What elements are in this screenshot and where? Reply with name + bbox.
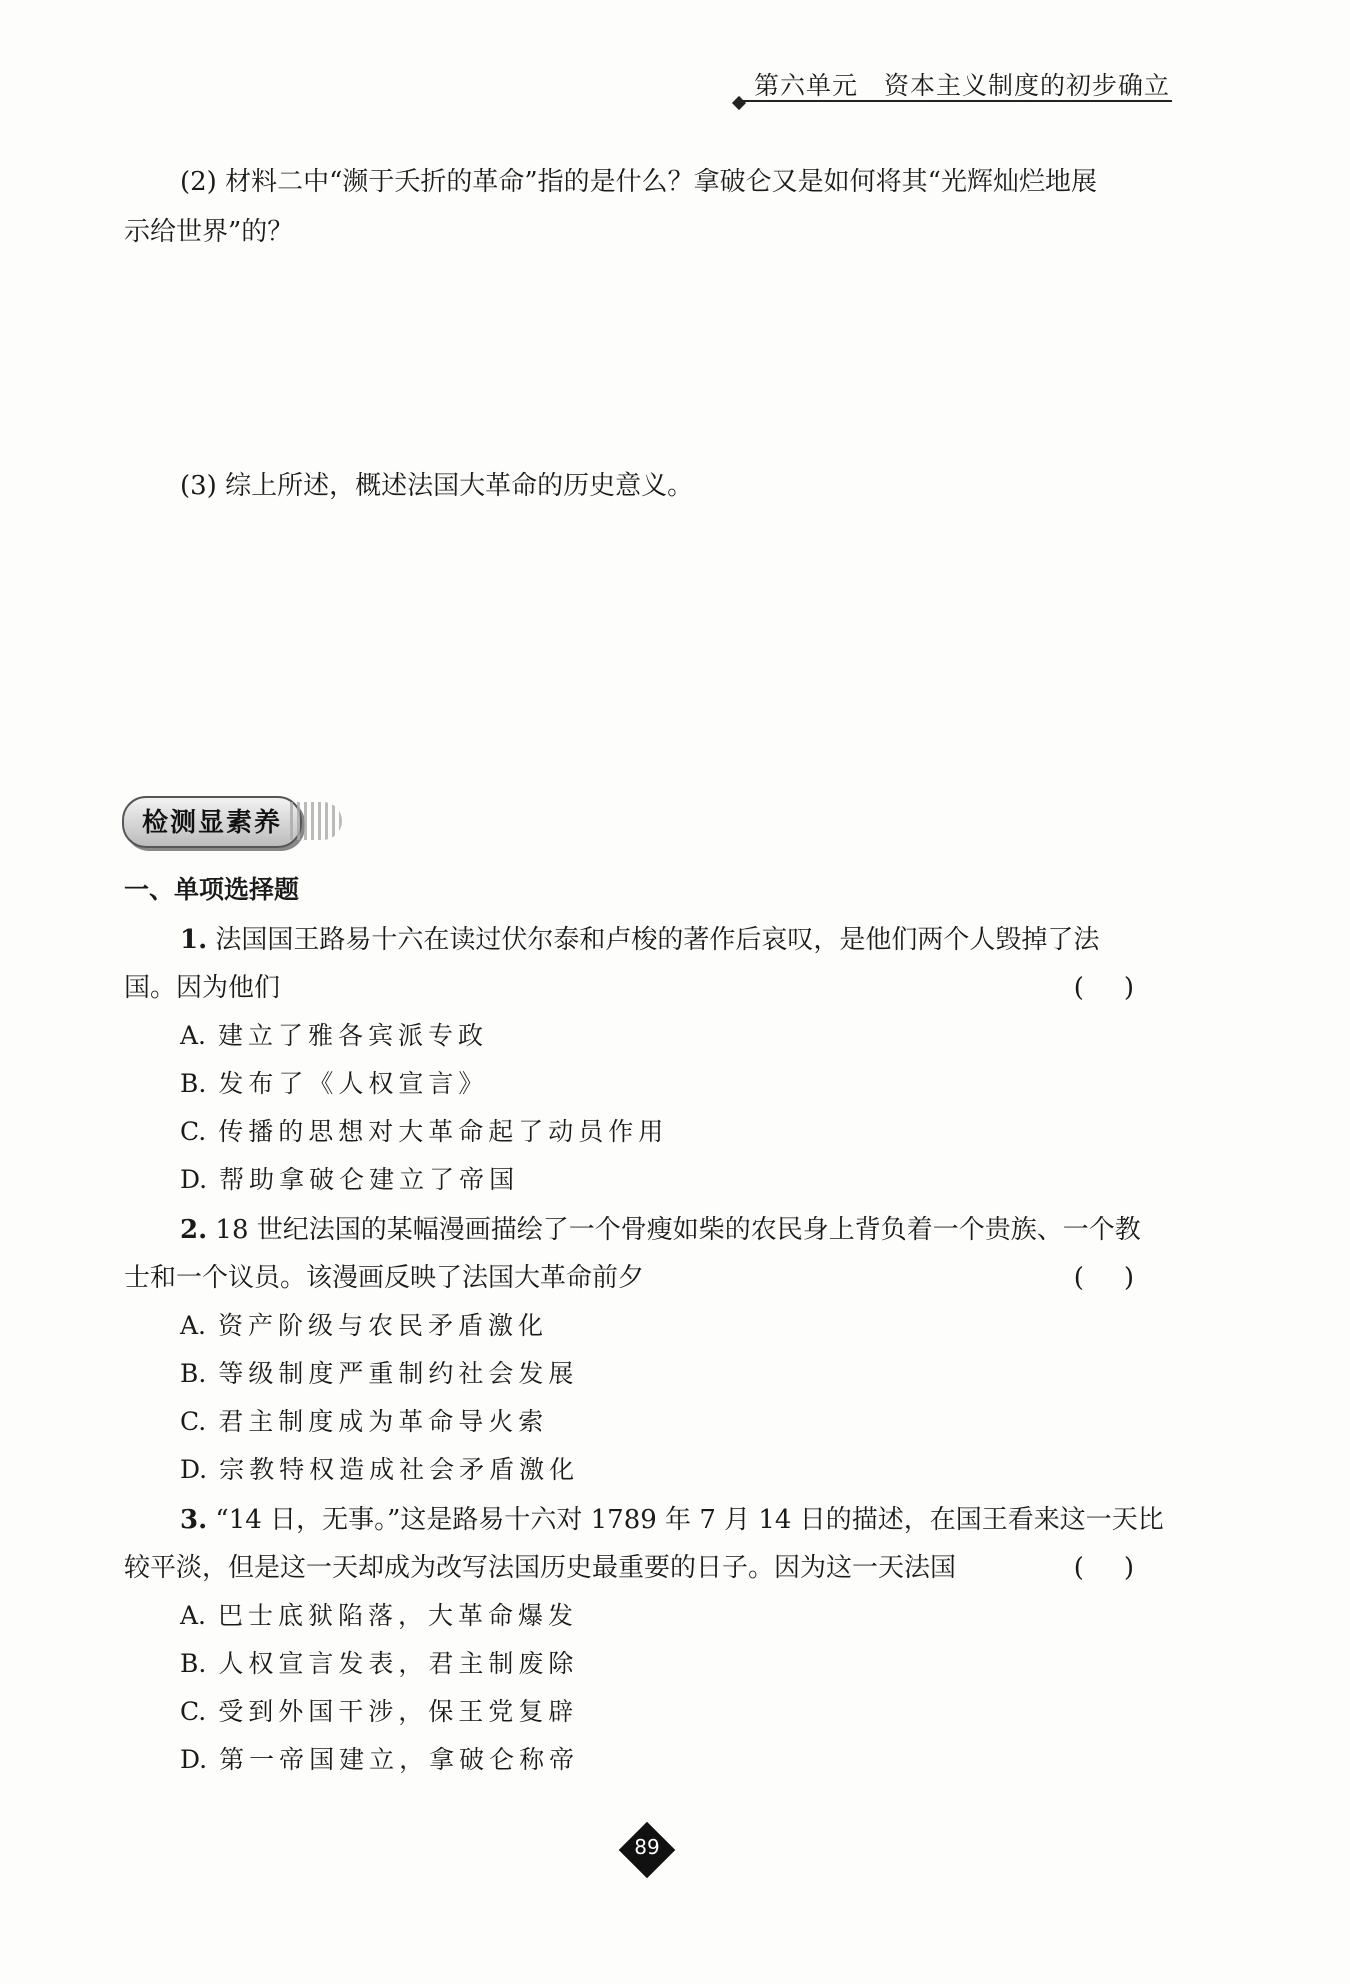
mcq-2-line2: [124, 1254, 1174, 1302]
mcq-3-text-line2: 较平淡，但是这一天却成为改写法国历史最重要的日子。因为这一天法国: [124, 1553, 957, 1583]
answer-blank-3[interactable]: (): [1073, 1553, 1174, 1583]
mcq-1-text-line1: 法国国王路易十六在读过伏尔泰和卢梭的著作后哀叹，是他们两个人毁掉了法: [215, 925, 1100, 955]
mcq-3-number: 3.: [180, 1505, 208, 1535]
option-letter: B.: [180, 1359, 207, 1388]
running-header: [736, 66, 1172, 102]
option-letter: B.: [180, 1649, 207, 1678]
option-letter: D.: [180, 1745, 208, 1774]
option-letter: A.: [180, 1311, 207, 1340]
mcq-2-text-line1: 18 世纪法国的某幅漫画描绘了一个骨瘦如柴的农民身上背负着一个贵族、一个教: [215, 1215, 1141, 1245]
option-3d[interactable]: [180, 1736, 579, 1784]
option-text: 第一帝国建立，拿破仑称帝: [219, 1745, 580, 1774]
option-text: 资产阶级与农民矛盾激化: [218, 1311, 549, 1340]
option-letter: C.: [180, 1117, 207, 1146]
question-2-line1: (2) 材料二中“濒于夭折的革命”指的是什么？拿破仑又是如何将其“光辉灿烂地展: [180, 167, 1097, 197]
header-title: 第六单元 资本主义制度的初步确立: [753, 71, 1170, 100]
option-1a[interactable]: [180, 1012, 488, 1060]
mcq-3-line2: [124, 1544, 1174, 1592]
option-1d[interactable]: [180, 1156, 519, 1204]
mcq-2-text-line2: 士和一个议员。该漫画反映了法国大革命前夕: [124, 1263, 645, 1293]
badge-stripes-decoration: [290, 802, 342, 840]
option-1b[interactable]: [180, 1060, 488, 1108]
option-letter: B.: [180, 1069, 207, 1098]
option-3a[interactable]: [180, 1592, 578, 1640]
option-letter: D.: [180, 1165, 208, 1194]
answer-blank-2[interactable]: (): [1073, 1263, 1174, 1293]
mcq-1-text-line2: 国。因为他们: [124, 973, 281, 1003]
option-text: 传播的思想对大革命起了动员作用: [218, 1117, 669, 1146]
section-badge: [122, 796, 342, 848]
diamond-bullet-icon: [732, 96, 746, 110]
option-3b[interactable]: [180, 1640, 578, 1688]
mcq-3-text-line1: “14 日，无事。”这是路易十六对 1789 年 7 月 14 日的描述，在国王看来这一天比: [215, 1505, 1164, 1535]
option-text: 人权宣言发表，君主制废除: [218, 1649, 579, 1678]
option-text: 等级制度严重制约社会发展: [218, 1359, 579, 1388]
answer-blank-1[interactable]: (): [1073, 973, 1174, 1003]
option-1c[interactable]: [180, 1108, 668, 1156]
badge-label: 检测显素养: [142, 808, 283, 838]
option-text: 君主制度成为革命导火索: [218, 1407, 549, 1436]
mcq-2-line1: [180, 1206, 1141, 1254]
mcq-1-line2: [124, 964, 1174, 1012]
option-2a[interactable]: [180, 1302, 548, 1350]
page-number-badge: [620, 1823, 674, 1877]
mcq-2-number: 2.: [180, 1215, 208, 1245]
option-letter: D.: [180, 1455, 208, 1484]
page-number: 89: [634, 1835, 660, 1859]
option-text: 帮助拿破仑建立了帝国: [219, 1165, 520, 1194]
answer-area-question-2[interactable]: [180, 270, 980, 390]
mcq-1-line1: [180, 916, 1099, 964]
question-2-line2: 示给世界”的？: [124, 217, 294, 247]
question-3-line1: (3) 综上所述，概述法国大革命的历史意义。: [180, 471, 694, 501]
option-text: 巴士底狱陷落，大革命爆发: [218, 1601, 579, 1630]
option-letter: C.: [180, 1407, 207, 1436]
option-3c[interactable]: [180, 1688, 578, 1736]
option-text: 受到外国干涉，保王党复辟: [218, 1697, 579, 1726]
answer-area-question-3[interactable]: [180, 530, 980, 650]
option-2d[interactable]: [180, 1446, 579, 1494]
option-2b[interactable]: [180, 1350, 578, 1398]
mcq-3-line1: [180, 1496, 1164, 1544]
option-letter: C.: [180, 1697, 207, 1726]
mcq-1-number: 1.: [180, 925, 208, 955]
section-title: 一、单项选择题: [124, 875, 300, 904]
option-2c[interactable]: [180, 1398, 548, 1446]
option-text: 发布了《人权宣言》: [218, 1069, 489, 1098]
option-letter: A.: [180, 1601, 207, 1630]
option-letter: A.: [180, 1021, 207, 1050]
option-text: 建立了雅各宾派专政: [218, 1021, 489, 1050]
option-text: 宗教特权造成社会矛盾激化: [219, 1455, 580, 1484]
